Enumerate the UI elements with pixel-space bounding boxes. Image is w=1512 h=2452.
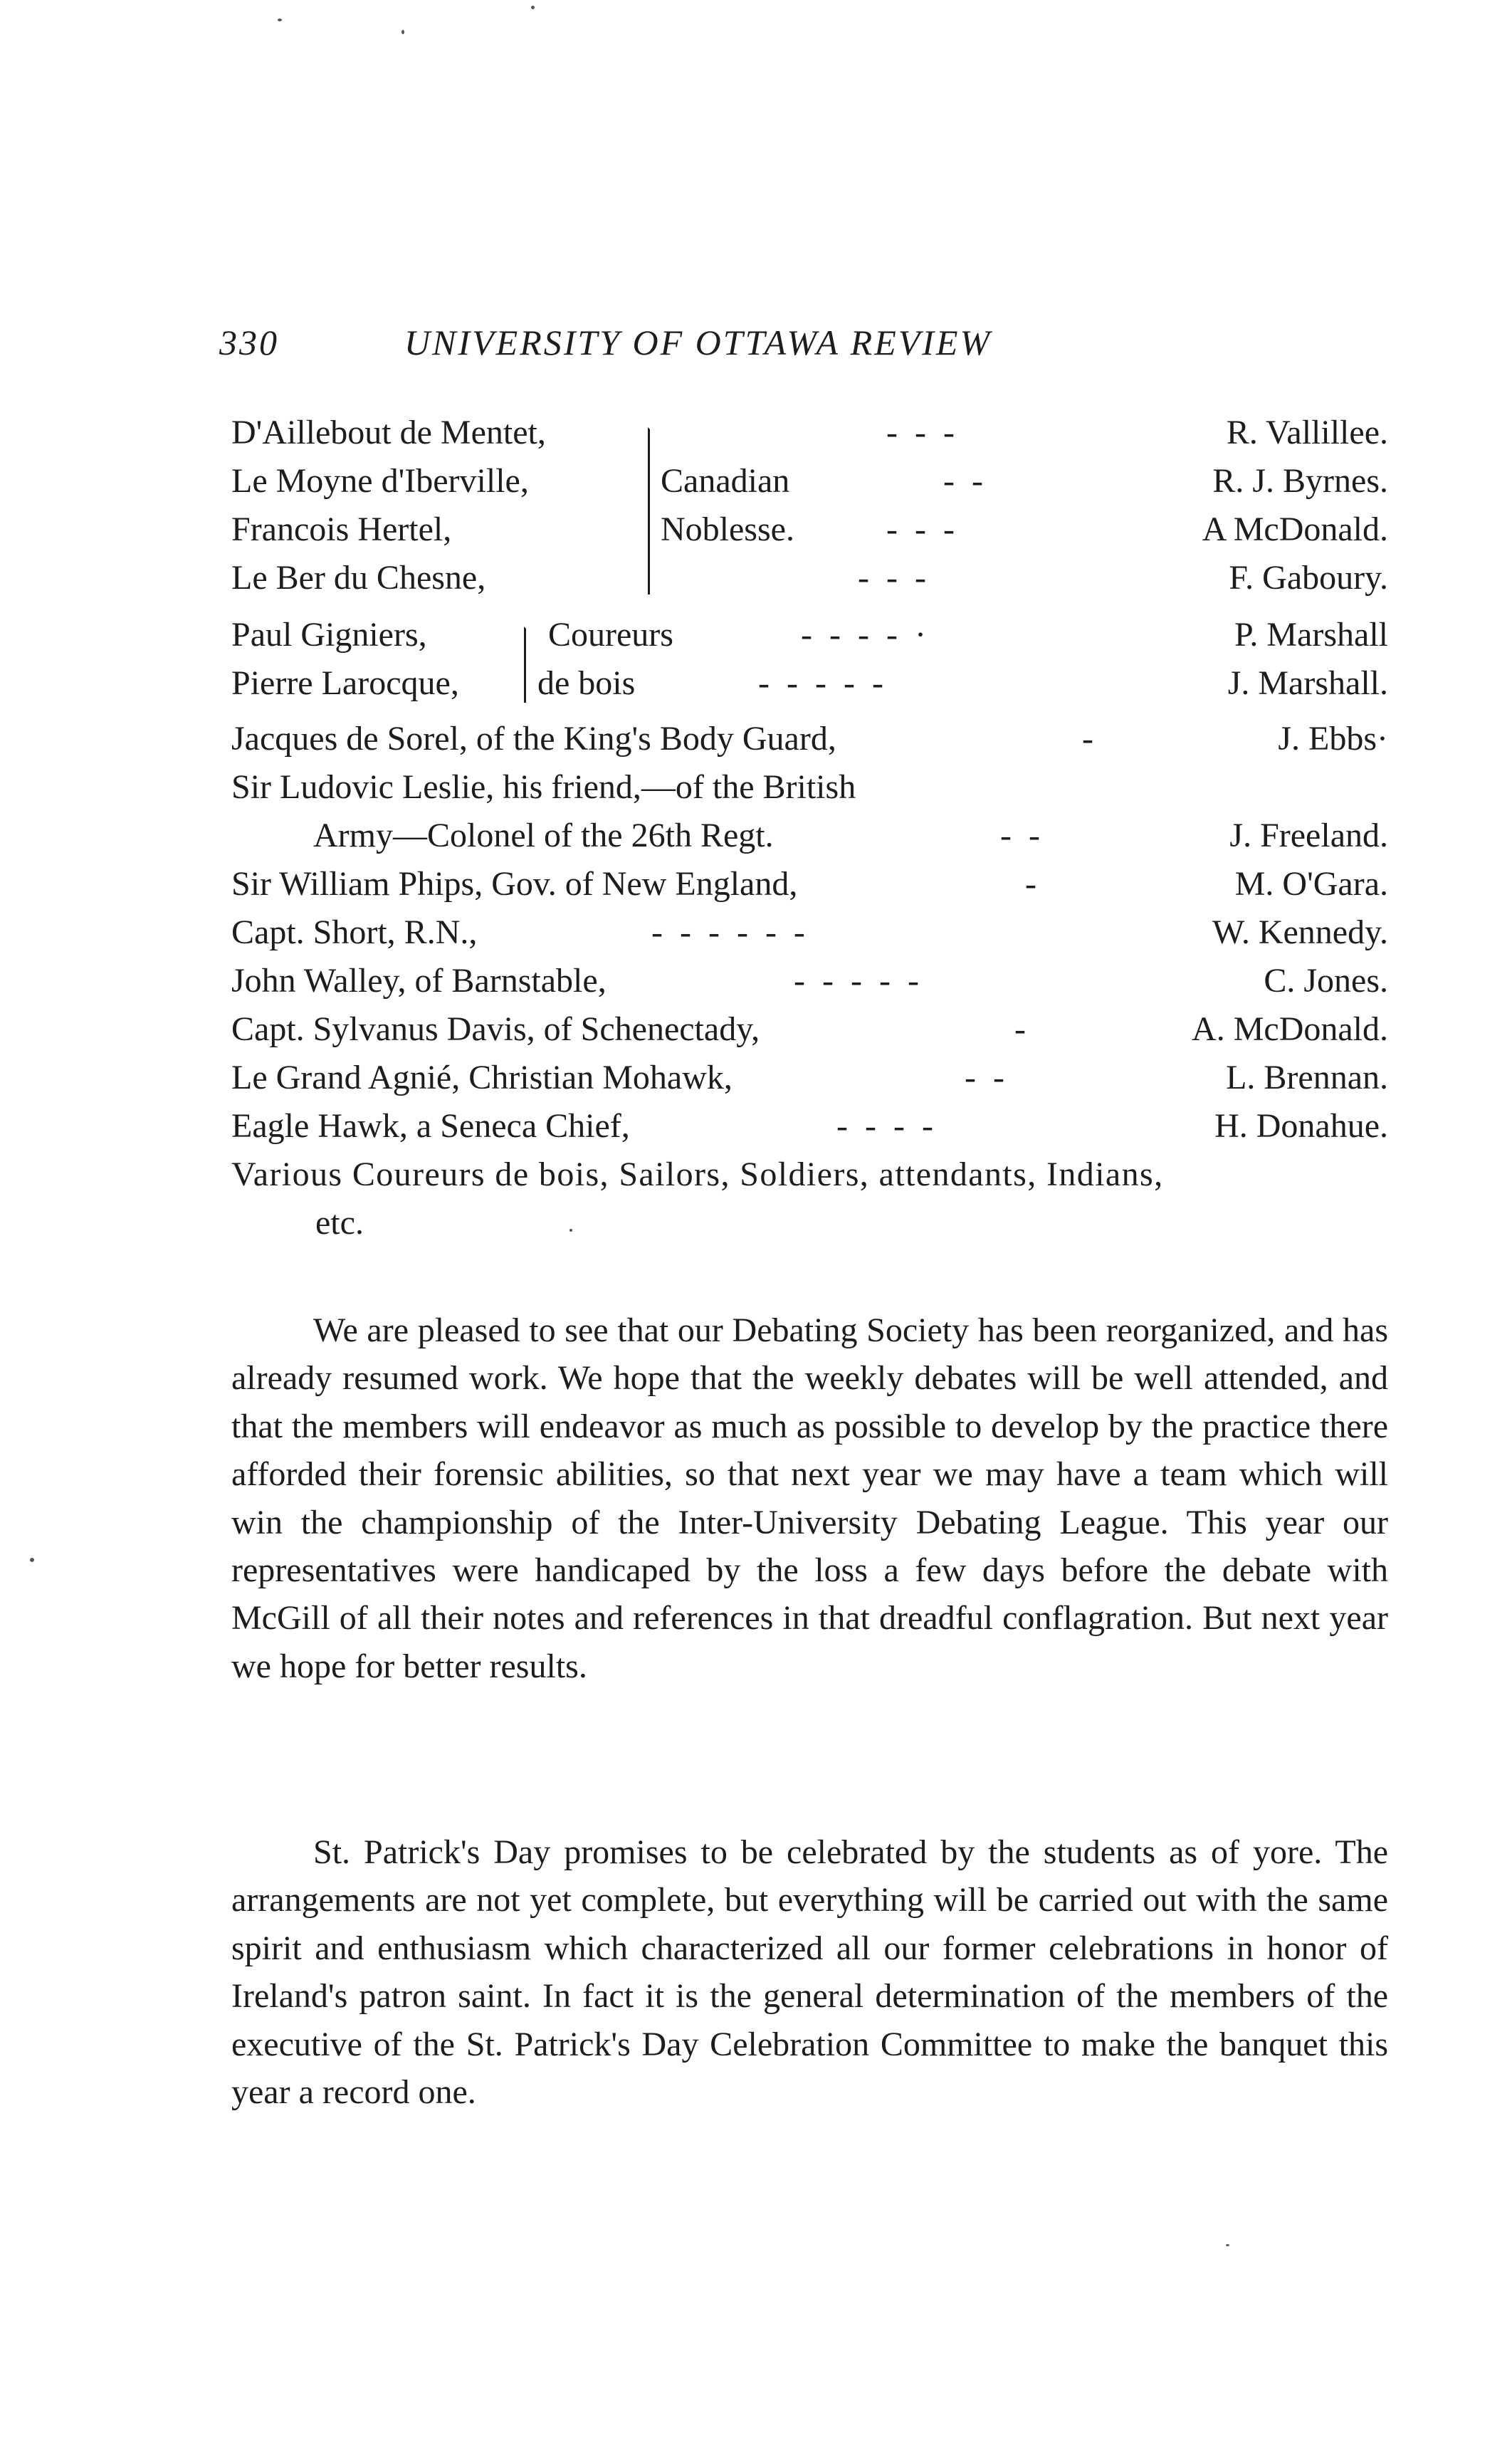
role-name: Paul Gigniers, [231,616,427,654]
role-name: Army—Colonel of the 26th Regt. [313,817,774,854]
scan-speck [30,1558,34,1562]
scan-speck [278,19,282,21]
cast-row [231,864,1388,914]
actor-name: A. McDonald. [1192,1010,1388,1048]
role-name: Jacques de Sorel, of the King's Body Guard, [231,720,836,758]
actor-name: P. Marshall [1234,616,1388,654]
role-name: Francois Hertel, [231,510,452,548]
actor-name: J. Ebbs· [1278,720,1388,758]
role-name: Capt. Short, R.N., [231,913,478,951]
leader-dashes: - [1014,1010,1030,1048]
role-name: Sir William Phips, Gov. of New England, [231,865,798,903]
leader-dashes: - [1082,720,1098,758]
cast-row [231,1155,1388,1205]
cast-row [231,1010,1388,1059]
scan-speck [401,30,404,34]
group-brace [648,427,650,594]
leader-dashes: - - [943,462,987,500]
cast-row [231,1203,1388,1253]
cast-row [231,1058,1388,1108]
cast-row [231,816,1388,866]
running-title: UNIVERSITY OF OTTAWA REVIEW [404,323,992,362]
page-number: 330 [219,323,279,362]
leader-dashes: - [1025,865,1041,903]
leader-dashes: - - - [858,559,930,597]
cast-row [231,1106,1388,1156]
role-name: Sir Ludovic Leslie, his friend,—of the British [231,768,856,806]
role-name: Le Moyne d'Iberville, [231,462,529,500]
group-label [537,664,822,713]
actor-name: A McDonald. [1202,510,1388,548]
actor-name: M. O'Gara. [1234,865,1388,903]
group-label [661,461,1017,511]
role-name: Pierre Larocque, [231,664,459,702]
page-header [219,322,1429,372]
leader-dashes: - - - - - [794,962,923,1000]
leader-dashes: - - - [886,414,959,451]
actor-name: C. Jones. [1264,962,1388,1000]
role-name: Le Grand Agnié, Christian Mohawk, [231,1059,733,1096]
leader-dashes: - - [1000,817,1044,854]
role-name: Eagle Hawk, a Seneca Chief, [231,1107,630,1145]
leader-dashes: - - - - · [801,616,930,654]
various-etc: etc. [315,1204,364,1242]
actor-name: L. Brennan. [1226,1059,1388,1096]
various-line: Various Coureurs de bois, Sailors, Soldiers, attendants, Indians, [231,1156,1164,1193]
group-label-coureurs: Coureurs [548,616,673,654]
cast-row [231,413,1388,463]
leader-dashes: - - [965,1059,1009,1096]
cast-row [231,767,1388,817]
actor-name: R. Vallillee. [1226,414,1388,451]
scan-speck [531,6,535,9]
cast-row [231,558,1388,608]
cast-row [231,961,1388,1011]
role-name: John Walley, of Barnstable, [231,962,607,1000]
actor-name: J. Marshall. [1227,664,1388,702]
group-label-canadian: Canadian [661,462,790,500]
role-name: Capt. Sylvanus Davis, of Schenectady, [231,1010,760,1048]
actor-name: W. Kennedy. [1212,913,1388,951]
paragraph-st-patricks-day: St. Patrick's Day promises to be celebrated by the students as of yore. The arrangements are not yet complete, but everything will be carried out with the same spirit and enthusiasm which characterized all our former celebrations in honor of Ireland's patron saint. In fact it is the general determination of the members of the executive of the St. Patrick's Day Celebration Committee to make the banquet this year a record one. [231,1833,1388,2112]
group-brace [524,627,526,703]
group-label-de-bois: de bois [537,664,636,702]
leader-dashes: - - - - - - [651,913,809,951]
actor-name: F. Gaboury. [1229,559,1388,597]
group-label-noblesse: Noblesse. [661,510,794,548]
paragraph-debating-society: We are pleased to see that our Debating Society has been reorganized, and has already resumed work. We hope that the weekly debates will be well attended, and that the members will endeavor as much as possible to develop by the practice there afforded their forensic abilities, so that next year we may have a team which will win the championship of the Inter-University Debating League. This year our representatives were handicaped by the loss a few days before the debate with McGill of all their notes and references in that dreadful conflagration. But next year we hope for better results. [231,1311,1388,1685]
cast-row [231,719,1388,769]
actor-name: H. Donahue. [1214,1107,1388,1145]
scan-speck [1226,2244,1229,2246]
role-name: Le Ber du Chesne, [231,559,486,597]
cast-row [231,913,1388,963]
leader-dashes: - - - - - [758,664,888,702]
actor-name: R. J. Byrnes. [1212,462,1388,500]
group-label [661,510,1017,560]
leader-dashes: - - - [886,510,959,548]
actor-name: J. Freeland. [1229,817,1388,854]
role-name: D'Aillebout de Mentet, [231,414,546,451]
group-label [548,615,833,665]
leader-dashes: - - - - [836,1107,938,1145]
